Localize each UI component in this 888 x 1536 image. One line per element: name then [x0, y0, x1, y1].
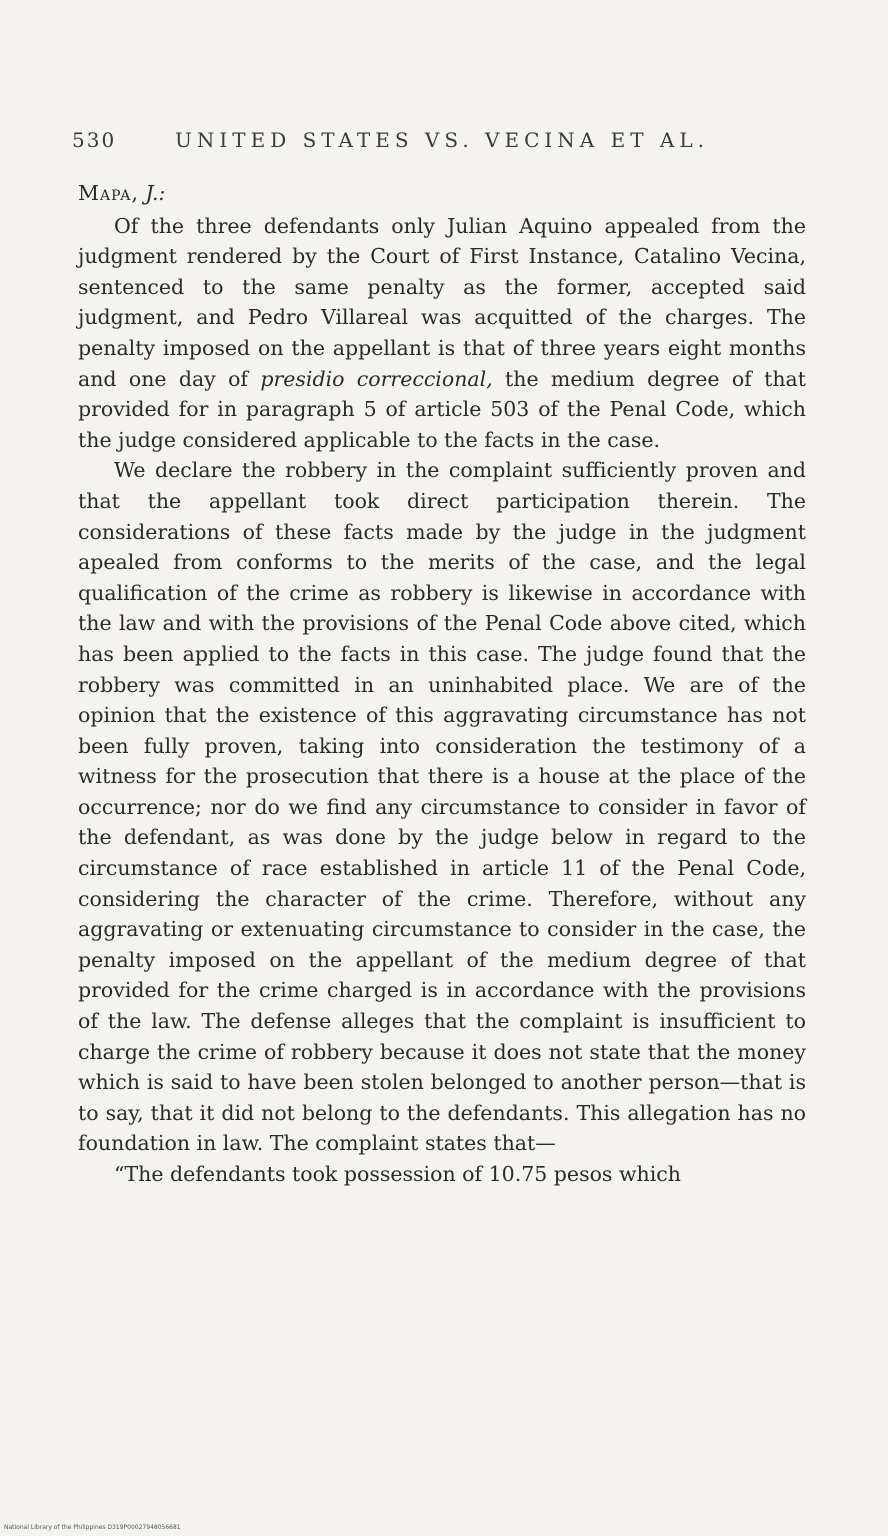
paragraph-1-italic: presidio correccional, [260, 366, 493, 391]
justice-name: Mapa, [78, 181, 139, 205]
justice-title: J.: [145, 181, 166, 205]
paragraph-2: We declare the robbery in the complaint sufficiently proven and that the appellant took direct participation therein. The considerations of these facts made by the judge in the judgment apealed from conforms to the merits of the case, and the legal qualification of the crime as robbery is likewise in accordance with the law and with the provisions of the Penal Code above cited, which has been applied to the facts in this case. The judge found that the robbery was committed in an uninhabited place. We are of the opinion that the existence of this aggravating circumstance has not been fully proven, taking into consideration the testimony of a witness for the prosecution that there is a house at the place of the occurrence; nor do we find any circumstance to consider in favor of the defendant, as was done by the judge below in regard to the circumstance of race established in article 11 of the Penal Code, considering the character of the crime. Therefore, without any aggravating or extenuating circumstance to consider in the case, the penalty imposed on the appellant of the medium degree of that provided for the crime charged is in accordance with the provisions of the law. The defense alleges that the complaint is insufficient to charge the crime of robbery because it does not state that the money which is said to have been stolen belonged to another person—that is to say, that it did not belong to the defendants. This allegation has no foundation in law. The complaint states that— [78, 458, 806, 1156]
running-head [72, 128, 812, 156]
paragraph-1-text-b: the medium degree of that provided for in paragraph 5 of article 503 of the Penal Code, which the judge considered applicable to the facts in the case. [78, 366, 806, 452]
page-number: 530 [72, 128, 117, 152]
header-title: UNITED STATES VS. VECINA ET AL. [175, 128, 709, 152]
scan-footer: National Library of the Philippines D319P00027948056681 [4, 1524, 181, 1531]
paragraph-3: “The defendants took possession of 10.75 pesos which [114, 1162, 681, 1186]
paragraph-1-text-a: Of the three defendants only Julian Aquino appealed from the judgment rendered by the Court of First Instance, Catalino Vecina, sentenced to the same penalty as the former, accepted said judgment, and Pedro Villareal was acquitted of the charges. The penalty imposed on the appellant is that of three years eight months and one day of [78, 213, 806, 391]
opinion-body [78, 178, 806, 1190]
paragraph-1 [78, 211, 806, 456]
author-line [78, 178, 806, 209]
